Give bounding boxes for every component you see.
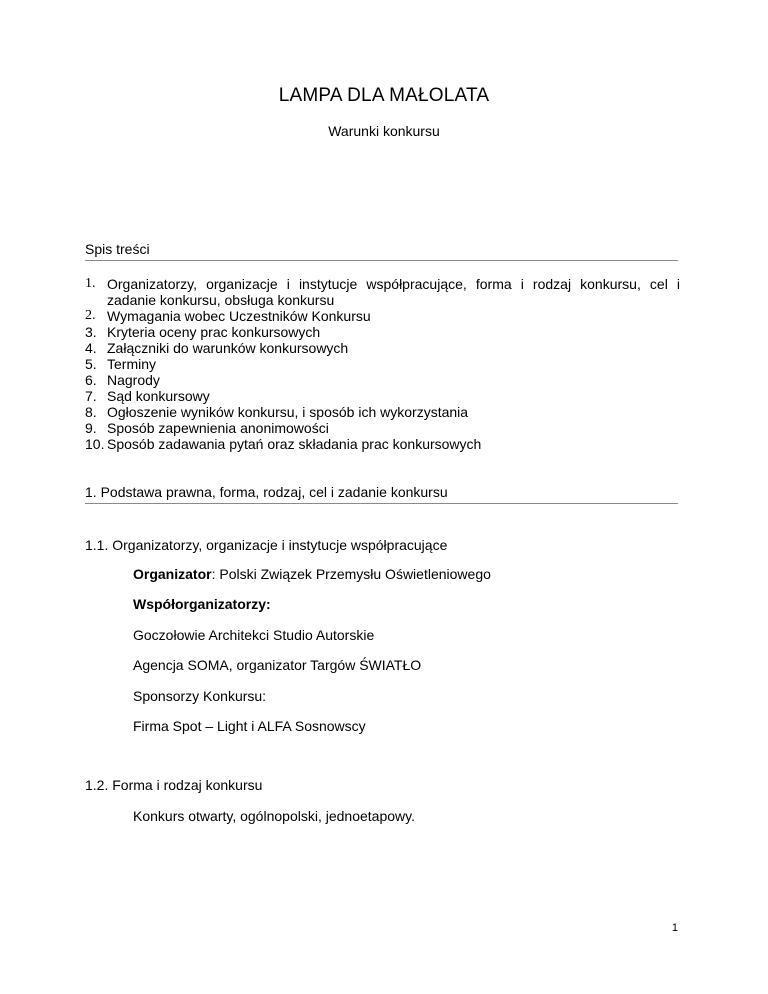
toc-item-number: 4. bbox=[85, 340, 97, 356]
sponsors-value: Firma Spot – Light i ALFA Sosnowscy bbox=[133, 718, 366, 734]
toc-item-text: Kryteria oceny prac konkursowych bbox=[107, 324, 321, 340]
toc-item-text: Sposób zapewnienia anonimowości bbox=[107, 420, 329, 436]
form-description: Konkurs otwarty, ogólnopolski, jednoetapowy. bbox=[133, 808, 415, 824]
toc-item-text: Ogłoszenie wyników konkursu, i sposób ich wykorzystania bbox=[107, 404, 469, 420]
coorganizer-item: Agencja SOMA, organizator Targów ŚWIATŁO bbox=[133, 657, 422, 673]
toc-item-text: Nagrody bbox=[107, 372, 160, 388]
section-1-2-heading: 1.2. Forma i rodzaj konkursu bbox=[85, 777, 263, 793]
toc-item-number: 9. bbox=[85, 420, 97, 436]
toc-item bbox=[85, 308, 680, 324]
toc-heading: Spis treści bbox=[85, 241, 678, 261]
toc-item bbox=[85, 404, 680, 420]
organizer-label: Organizator bbox=[133, 566, 212, 582]
sponsors-label: Sponsorzy Konkursu: bbox=[133, 688, 267, 704]
toc-item-text: Sąd konkursowy bbox=[107, 388, 210, 404]
toc-item bbox=[85, 372, 680, 388]
toc-item-text: Sposób zadawania pytań oraz składania prac konkursowych bbox=[107, 436, 482, 452]
document-subtitle: Warunki konkursu bbox=[328, 123, 440, 139]
toc-item bbox=[85, 436, 680, 452]
toc-item-number: 6. bbox=[85, 372, 97, 388]
toc-item-text: Załączniki do warunków konkursowych bbox=[107, 340, 349, 356]
toc-item-number: 2. bbox=[85, 308, 96, 323]
toc-item bbox=[85, 356, 680, 372]
toc-item bbox=[85, 276, 680, 308]
toc-item-number: 8. bbox=[85, 404, 97, 420]
toc-item-text: Organizatorzy, organizacje i instytucje współpracujące, forma i rodzaj konkursu, cel i zadanie konkursu, obsługa konkursu bbox=[107, 276, 680, 308]
toc-item-number: 3. bbox=[85, 324, 97, 340]
coorganizer-item: Goczołowie Architekci Studio Autorskie bbox=[133, 627, 375, 643]
section-1-1-heading: 1.1. Organizatorzy, organizacje i instytucje współpracujące bbox=[85, 537, 448, 553]
toc-item-text: Terminy bbox=[107, 356, 157, 372]
toc-item-text: Wymagania wobec Uczestników Konkursu bbox=[107, 308, 371, 324]
organizer-line bbox=[133, 566, 491, 583]
toc-item bbox=[85, 420, 680, 436]
table-of-contents bbox=[85, 276, 680, 452]
toc-item-number: 7. bbox=[85, 388, 97, 404]
organizer-value: : Polski Związek Przemysłu Oświetleniowego bbox=[211, 566, 491, 582]
toc-item-number: 10. bbox=[85, 436, 105, 452]
toc-item-number: 1. bbox=[85, 276, 96, 291]
toc-item bbox=[85, 388, 680, 404]
coorganizers-label-text: Współorganizatorzy: bbox=[133, 596, 271, 612]
toc-item-number: 5. bbox=[85, 356, 97, 372]
toc-item bbox=[85, 340, 680, 356]
toc-item bbox=[85, 324, 680, 340]
coorganizers-label bbox=[133, 596, 271, 613]
page-number: 1 bbox=[671, 922, 678, 934]
section-1-heading: 1. Podstawa prawna, forma, rodzaj, cel i zadanie konkursu bbox=[85, 484, 678, 504]
document-title: LAMPA DLA MAŁOLATA bbox=[278, 85, 490, 106]
